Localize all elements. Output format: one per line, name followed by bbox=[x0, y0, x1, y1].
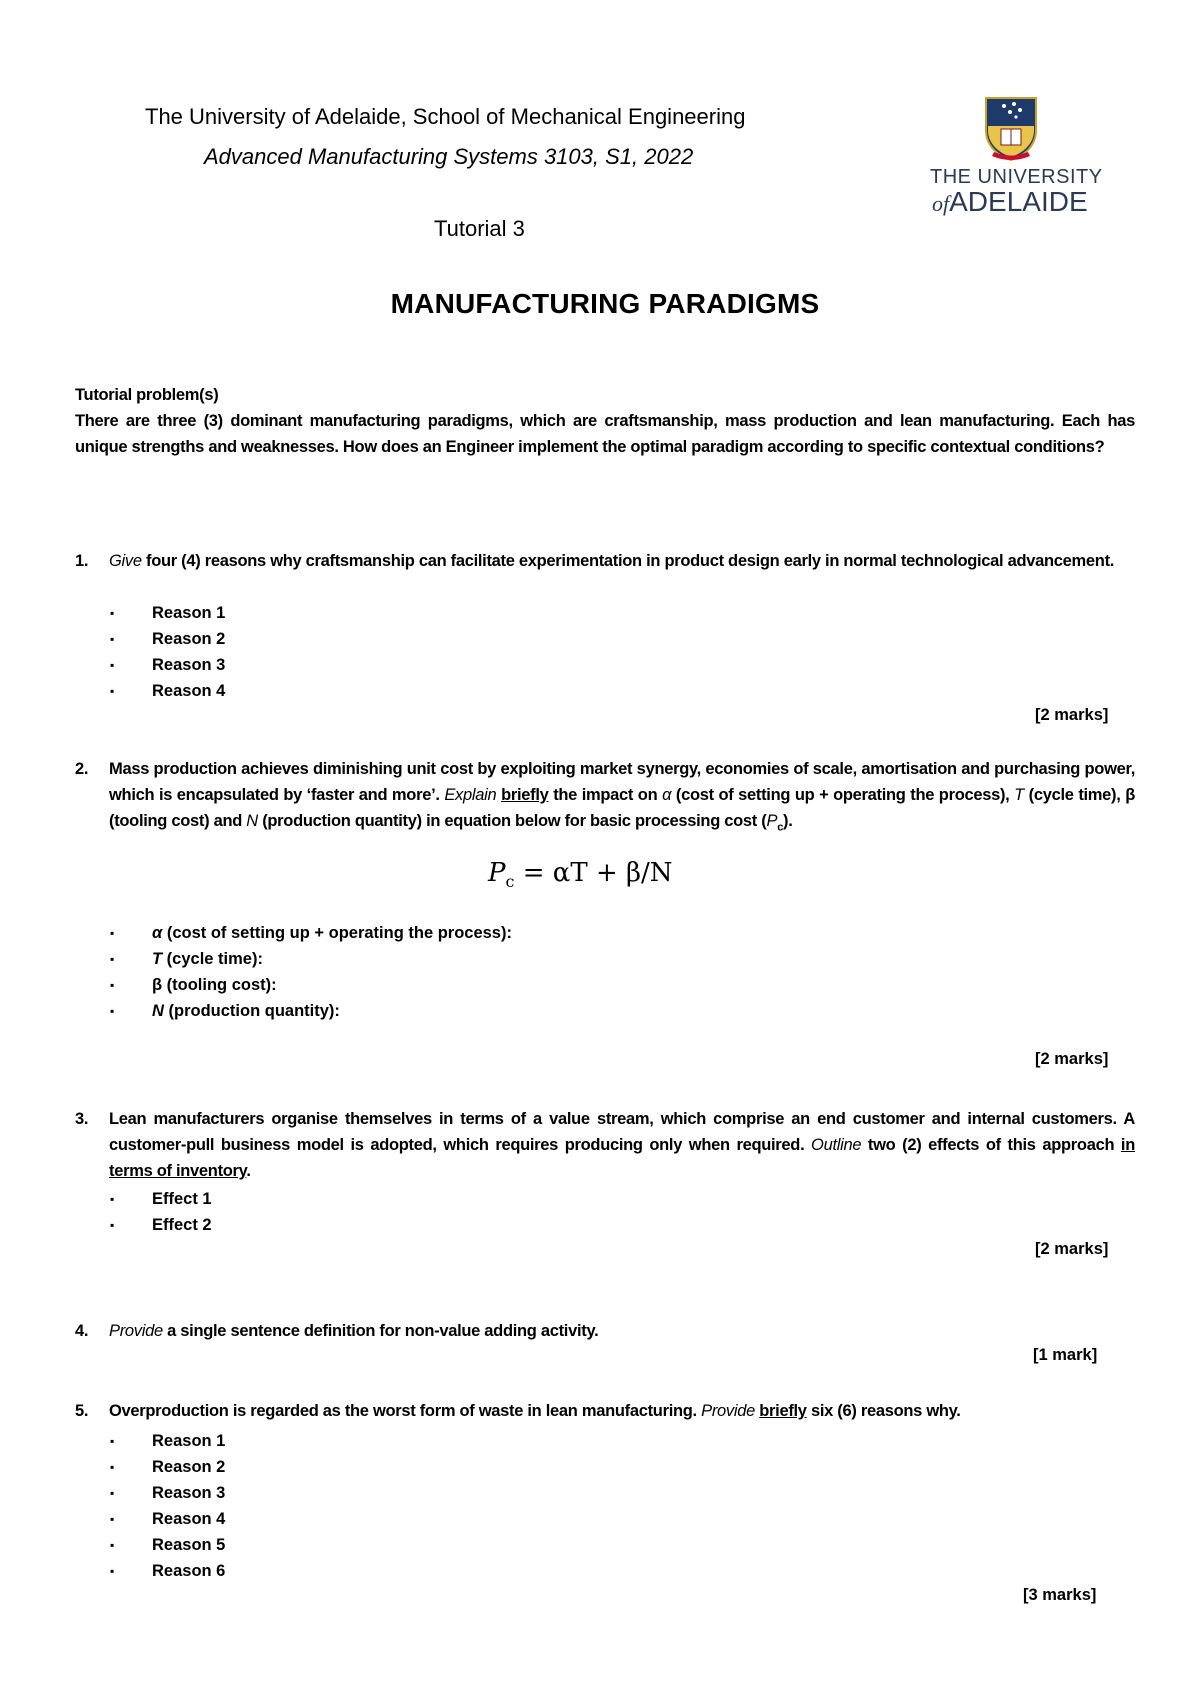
cost-equation: $P_c = \alpha T + \beta/N$ bbox=[488, 858, 673, 892]
university-logo bbox=[926, 96, 1103, 218]
logo-text-adelaide bbox=[932, 186, 1088, 218]
question-number: 1. bbox=[75, 552, 89, 570]
university-crest-icon bbox=[984, 96, 1038, 162]
intro-heading: Tutorial problem(s) bbox=[75, 386, 219, 404]
marks-label: [2 marks] bbox=[1035, 1240, 1109, 1258]
question-number: 4. bbox=[75, 1322, 89, 1340]
intro-section bbox=[75, 382, 1135, 460]
question-number: 5. bbox=[75, 1402, 89, 1420]
question-1 bbox=[75, 548, 1135, 574]
logo-text-of: of bbox=[932, 191, 950, 216]
question-text: four (4) reasons why craftsmanship can facilitate experimentation in product design early in normal technological advancement. bbox=[141, 552, 1115, 570]
question-verb: Provide bbox=[109, 1322, 163, 1340]
question-4: 4. Provide a single sentence definition for non-value adding activity. bbox=[75, 1318, 1135, 1344]
question-5: 5. Overproduction is regarded as the worst form of waste in lean manufacturing. Provide briefly six (6) reasons why. bbox=[75, 1398, 1135, 1424]
marks-label: [2 marks] bbox=[1035, 1050, 1109, 1068]
logo-text-the-university: THE UNIVERSITY bbox=[930, 166, 1103, 188]
question-verb: Explain bbox=[444, 786, 497, 804]
question-3: 3. Lean manufacturers organise themselves in terms of a value stream, which comprise an end customer and internal customers. A customer-pull business model is adopted, which requires producing only when required. Outline two (2) effects of this approach in terms of inventory. bbox=[75, 1106, 1135, 1184]
header-line-course: Advanced Manufacturing Systems 3103, S1, 2022 bbox=[204, 144, 694, 169]
question-2: 2. Mass production achieves diminishing unit cost by exploiting market synergy, economies of scale, amortisation and purchasing power, which is encapsulated by ‘faster and more’. Explain briefly the impact on α (cost of setting up + operating the process), T (cycle time), β (tooling cost) and N (production quantity) in equation below for basic processing cost $(P_c)$. bbox=[75, 756, 1135, 840]
intro-text: There are three (3) dominant manufacturing paradigms, which are craftsmanship, mass production and lean manufacturing. Each has unique strengths and weaknesses. How does an Engineer implement the optimal paradigm according to specific contextual conditions? bbox=[75, 412, 1135, 456]
header-line-tutorial: Tutorial 3 bbox=[434, 216, 525, 241]
question-verb: Give bbox=[109, 552, 142, 570]
question-verb: Outline bbox=[811, 1136, 862, 1154]
question-number: 3. bbox=[75, 1110, 89, 1128]
marks-label: [2 marks] bbox=[1035, 706, 1109, 724]
logo-text-adelaide-word: ADELAIDE bbox=[949, 186, 1088, 217]
header-line-university: The University of Adelaide, School of Mechanical Engineering bbox=[145, 104, 746, 129]
question-number: 2. bbox=[75, 760, 89, 778]
marks-label: [3 marks] bbox=[1023, 1586, 1097, 1604]
question-verb: Provide bbox=[701, 1402, 755, 1420]
marks-label: [1 mark] bbox=[1033, 1346, 1098, 1364]
page-title: MANUFACTURING PARADIGMS bbox=[390, 288, 820, 319]
